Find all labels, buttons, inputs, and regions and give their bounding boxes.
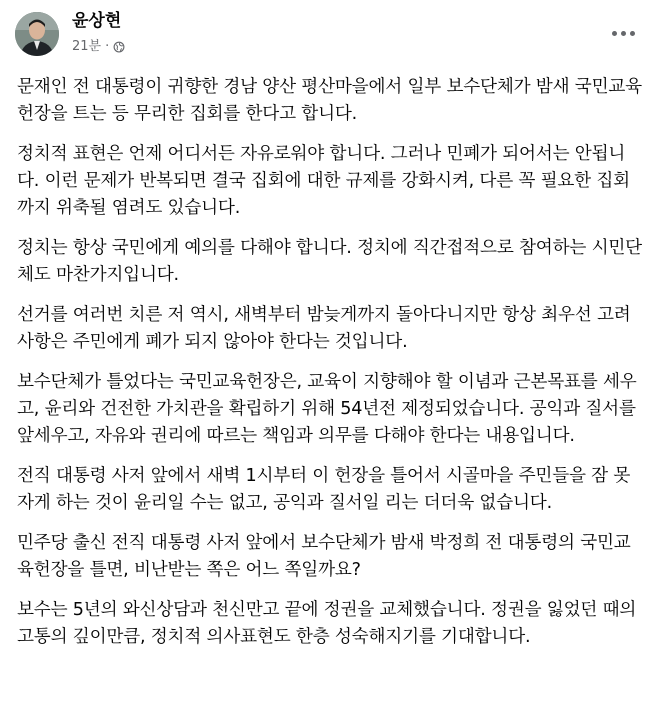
post-paragraph: 정치는 항상 국민에게 예의를 다해야 합니다. 정치에 직간접적으로 참여하는 시민단체도 마찬가지입니다. [17, 238, 642, 285]
more-dot [621, 31, 626, 36]
post-time[interactable]: 21분 [72, 39, 102, 54]
post-paragraph: 문재인 전 대통령이 귀향한 경남 양산 평산마을에서 일부 보수단체가 밤새 국민교육헌장을 트는 등 무리한 집회를 한다고 합니다. [17, 77, 642, 124]
more-dot [612, 31, 617, 36]
meta-separator: · [105, 39, 110, 54]
more-dot [630, 31, 635, 36]
globe-icon [113, 41, 125, 53]
author-name[interactable]: 윤상현 [72, 11, 122, 31]
more-options-icon[interactable] [603, 18, 643, 48]
post-paragraph: 보수단체가 틀었다는 국민교육헌장은, 교육이 지향해야 할 이념과 근본목표를 세우고, 윤리와 건전한 가치관을 확립하기 위해 54년전 제정되었습니다. 공익과 질서를 앞세우고, 자유와 권리에 따르는 책임과 의무를 다해야 한다는 내용입니다. [17, 372, 637, 446]
post-paragraph: 정치적 표현은 언제 어디서든 자유로워야 합니다. 그러나 민폐가 되어서는 안됩니다. 이런 문제가 반복되면 결국 집회에 대한 규제를 강화시켜, 다른 꼭 필요한 집회까지 위축될 염려도 있습니다. [17, 144, 630, 218]
post-paragraph: 전직 대통령 사저 앞에서 새벽 1시부터 이 헌장을 틀어서 시골마을 주민들을 잠 못자게 하는 것이 윤리일 수는 없고, 공익과 질서일 리는 더더욱 없습니다. [17, 466, 631, 513]
avatar[interactable] [15, 12, 59, 56]
post-body [17, 74, 642, 664]
profile-photo [15, 12, 59, 56]
post-paragraph: 민주당 출신 전직 대통령 사저 앞에서 보수단체가 밤새 박정희 전 대통령의 국민교육헌장을 틀면, 비난받는 쪽은 어느 쪽일까요? [17, 533, 631, 580]
post-paragraph: 보수는 5년의 와신상담과 천신만고 끝에 정권을 교체했습니다. 정권을 잃었던 때의 고통의 깊이만큼, 정치적 의사표현도 한층 성숙해지기를 기대합니다. [17, 600, 637, 647]
post-meta [72, 38, 125, 56]
post-paragraph: 선거를 여러번 치른 저 역시, 새벽부터 밤늦게까지 돌아다니지만 항상 최우선 고려사항은 주민에게 폐가 되지 않아야 한다는 것입니다. [17, 305, 631, 352]
